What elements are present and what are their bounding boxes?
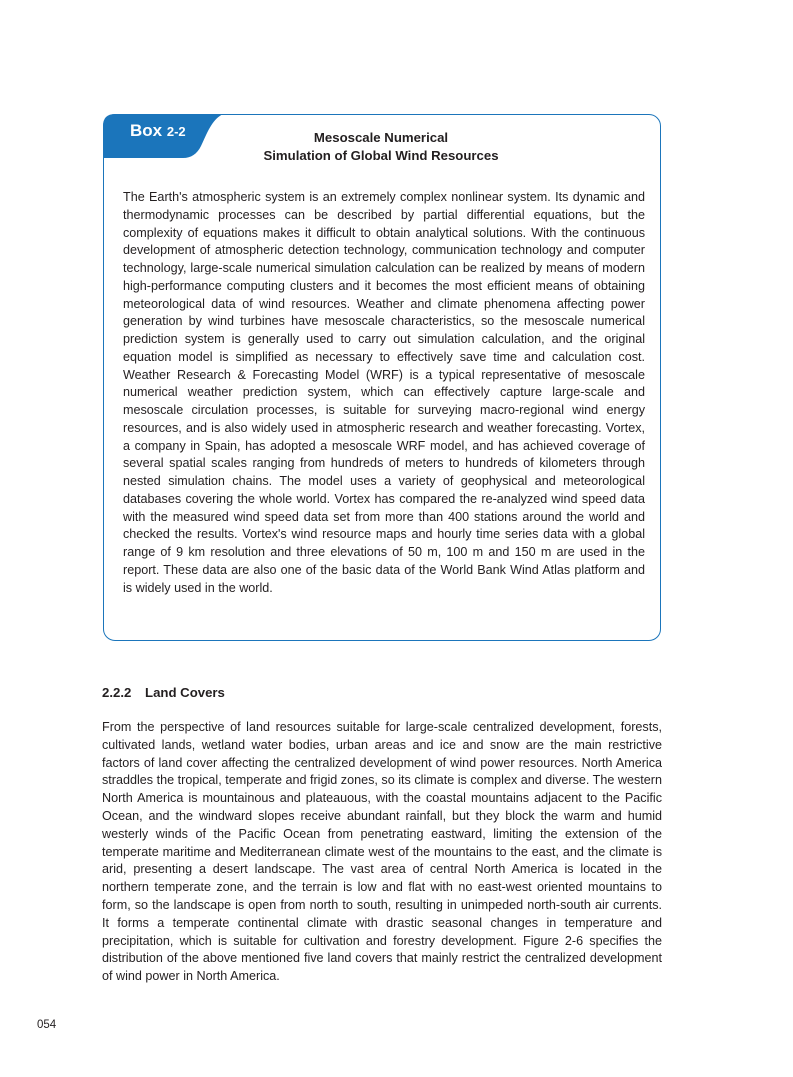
box-label-text: Box <box>130 121 163 140</box>
section-title: Land Covers <box>145 685 225 700</box>
box-label <box>130 121 186 142</box>
section-body-text: From the perspective of land resources suitable for large-scale centralized development, forests, cultivated lands, wetland water bodies, urban areas and ice and snow are the main restrictive factors of land cover affecting the centralized development of wind power resources. North America straddles the tropical, temperate and frigid zones, so its climate is complex and diverse. The western North America is mountainous and plateauous, with the coastal mountains adjacent to the Pacific Ocean, and the windward slopes receive abundant rainfall, but they block the warm and humid westerly winds of the Pacific Ocean from penetrating eastward, limiting the extension of the temperate maritime and Mediterranean climate west of the mountains to the east, and the climate is arid, presenting a desert landscape. The vast area of central North America is located in the northern temperate zone, and the terrain is low and flat with no east-west oriented mountains to form, so the landscape is open from north to south, resulting in unimpeded north-south air currents. It forms a temperate continental climate with drastic seasonal changes in temperature and precipitation, which is suitable for cultivation and forestry development. Figure 2-6 specifies the distribution of the above mentioned five land covers that mainly restrict the centralized development of wind power in North America. <box>102 720 662 984</box>
section-number: 2.2.2 <box>102 685 132 700</box>
box-number: 2-2 <box>166 124 186 139</box>
box-title-line2: Simulation of Global Wind Resources <box>263 147 499 163</box>
box-title <box>243 129 519 164</box>
section-heading <box>102 684 225 701</box>
box-body-text: The Earth's atmospheric system is an extremely complex nonlinear system. Its dynamic and thermodynamic processes can be described by partial differential equations, but the complexity of equations makes it difficult to obtain analytical solutions. With the continuous development of atmospheric detection technology, communication technology and computer technology, large-scale numerical simulation calculation can be realized by means of modern high-performance computing clusters and it becomes the most efficient means of obtaining meteorological data of wind resources. Weather and climate phenomena affecting power generation by wind turbines have mesoscale characteristics, so the mesoscale numerical prediction system is generally used to carry out simulation calculation, and the original equation model is simplified as necessary to effectively save time and calculation cost. Weather Research & Forecasting Model (WRF) is a typical representative of mesoscale numerical weather prediction system, which can effectively capture large-scale and mesoscale circulation processes, is suitable for surveying macro-regional wind energy resources, and is also widely used in atmospheric research and weather forecasting. Vortex, a company in Spain, has adopted a mesoscale WRF model, and has achieved coverage of several spatial scales ranging from hundreds of meters to hundreds of kilometers through nested simulation chains. The model uses a variety of geophysical and meteorological databases covering the whole world. Vortex has compared the re-analyzed wind speed data with the measured wind speed data set from more than 400 stations around the world and checked the results. Vortex's wind resource maps and hourly time series data with a global range of 9 km resolution and three elevations of 50 m, 100 m and 150 m are used in the report. These data are also one of the basic data of the World Bank Wind Atlas platform and is widely used in the world. <box>123 190 645 595</box>
box-title-line1: Mesoscale Numerical <box>313 130 449 145</box>
page-number: 054 <box>37 1019 57 1031</box>
